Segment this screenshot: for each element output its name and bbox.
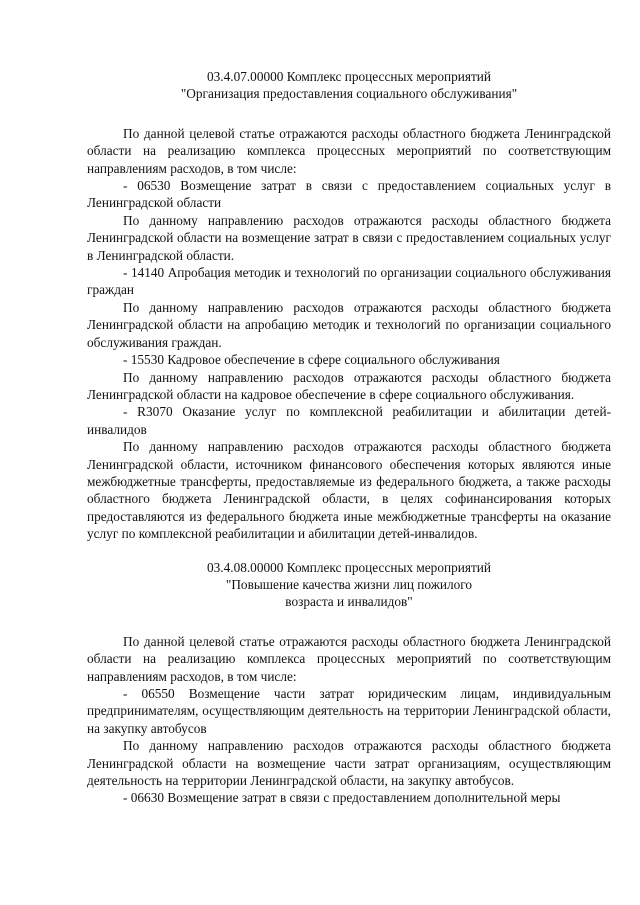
paragraph-desc-14140: По данному направлению расходов отражаются расходы областного бюджета Ленинградской области на апробацию методик и технологий по организации социального обслуживания граждан. [87, 299, 611, 350]
paragraph-item-06530: - 06530 Возмещение затрат в связи с предоставлением социальных услуг в Ленинградской области [87, 178, 611, 211]
paragraph-desc-06550: По данному направлению расходов отражаются расходы областного бюджета Ленинградской области на возмещение части затрат организациям, осуществляющим деятельность на территории Ленинградской области, на закупку автобусов. [87, 738, 611, 789]
section-heading-name-line1: "Повышение качества жизни лиц пожилого [225, 576, 473, 592]
paragraph-item-14140: - 14140 Апробация методик и технологий по организации социального обслуживания граждан [87, 265, 611, 298]
paragraph-desc-15530: По данному направлению расходов отражаются расходы областного бюджета Ленинградской области на кадровое обеспечение в сфере социального обслуживания. [87, 369, 611, 402]
section-heading-code: 03.4.08.00000 Комплекс процессных мероприятий [206, 559, 492, 575]
paragraph-desc-r3070: По данному направлению расходов отражаются расходы областного бюджета Ленинградской области, источником финансового обеспечения которых являются иные межбюджетные трансферты, предоставляемые из федерального бюджета, а также расходы областного бюджета Ленинградской области, в целях софинансирования которых предоставляются из федерального бюджета иные межбюджетные трансферты на оказание услуг по комплексной реабилитации и абилитации детей-инвалидов. [87, 439, 611, 542]
paragraph-intro: По данной целевой статье отражаются расходы областного бюджета Ленинградской области на реализацию комплекса процессных мероприятий по соответствующим направлениям расходов, в том числе: [87, 633, 611, 684]
section-heading-code: 03.4.07.00000 Комплекс процессных мероприятий [206, 69, 492, 84]
section-heading-03-4-07 [87, 68, 611, 103]
section-heading-name-line2: возраста и инвалидов" [285, 594, 413, 610]
section-heading-name: "Организация предоставления социального обслуживания" [180, 86, 518, 102]
paragraph-item-06550: - 06550 Возмещение части затрат юридическим лицам, индивидуальным предпринимателям, осуществляющим деятельность на территории Ленинградской области, на закупку автобусов [87, 686, 611, 736]
document-page [87, 68, 611, 807]
paragraph-item-06630: - 06630 Возмещение затрат в связи с предоставлением дополнительной меры [123, 790, 561, 806]
paragraph-intro: По данной целевой статье отражаются расходы областного бюджета Ленинградской области на реализацию комплекса процессных мероприятий по соответствующим направлениям расходов, в том числе: [87, 125, 611, 176]
section-heading-03-4-08 [87, 559, 611, 611]
paragraph-item-r3070: - R3070 Оказание услуг по комплексной реабилитации и абилитации детей-инвалидов [87, 404, 611, 437]
paragraph-item-15530: - 15530 Кадровое обеспечение в сфере социального обслуживания [123, 352, 500, 368]
paragraph-desc-06530: По данному направлению расходов отражаются расходы областного бюджета Ленинградской области на возмещение затрат в связи с предоставлением социальных услуг в Ленинградской области. [87, 212, 611, 263]
